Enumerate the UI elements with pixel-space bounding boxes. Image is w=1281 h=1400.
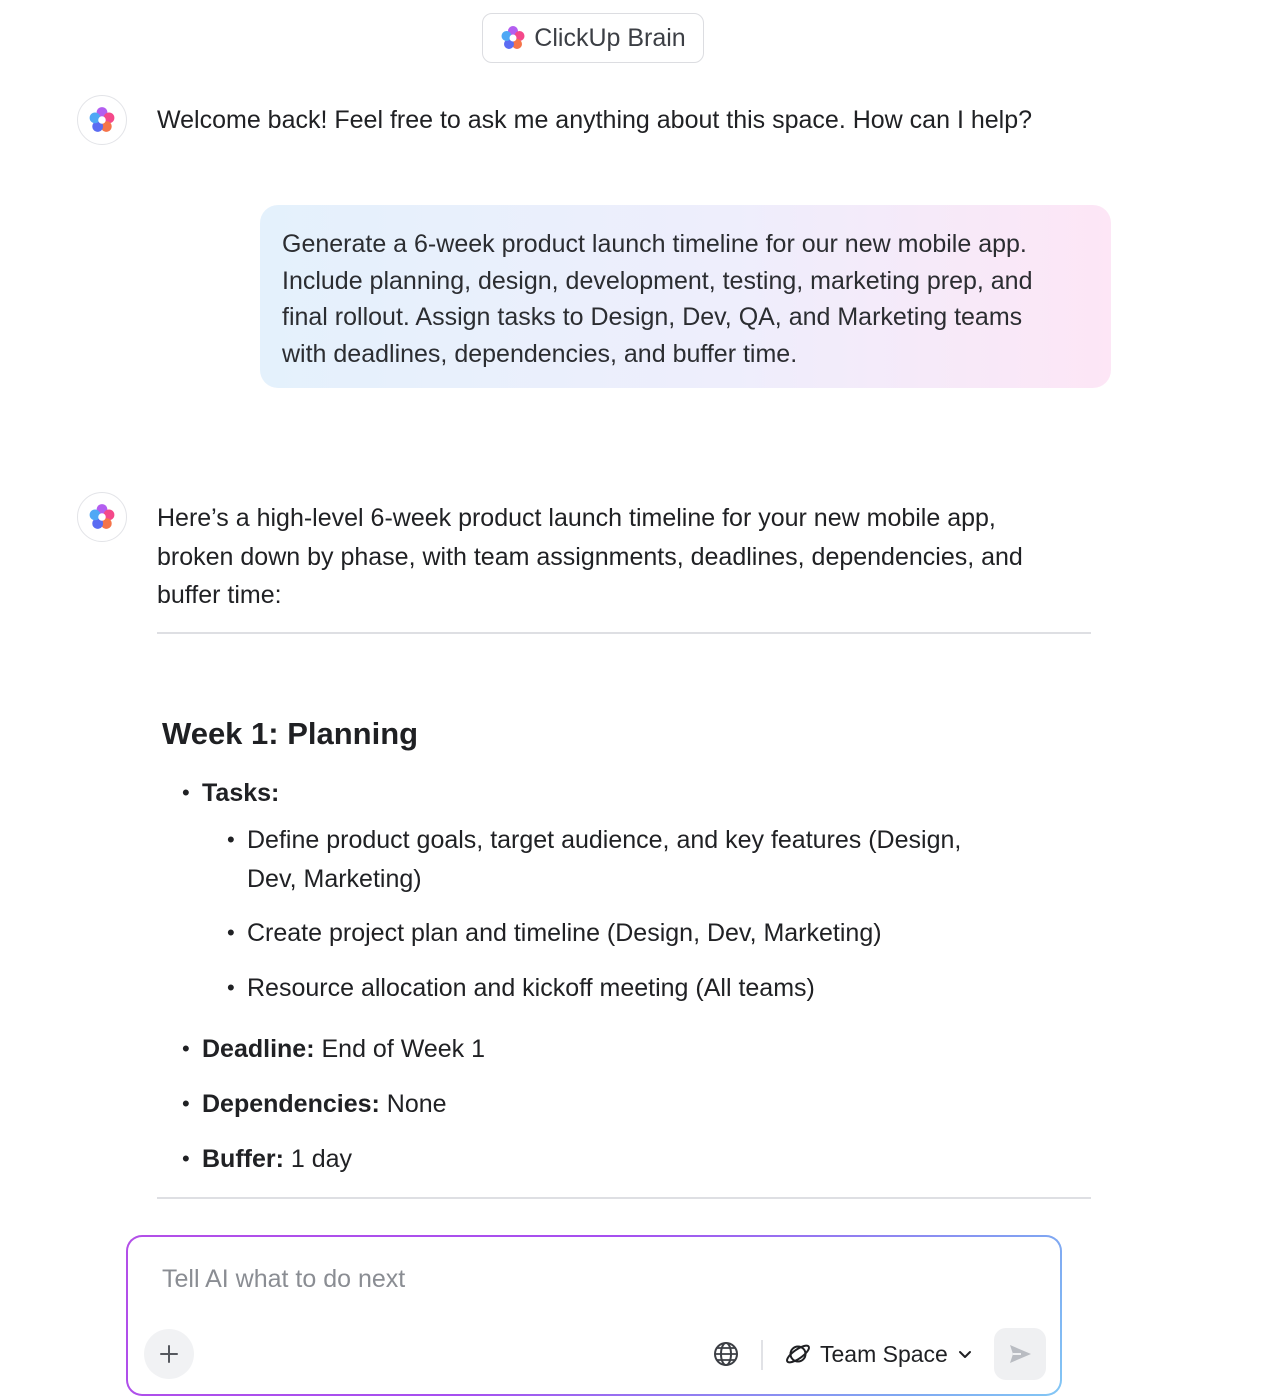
task-text: Dev, Marketing) [247,864,422,893]
response-intro [157,499,1023,615]
dependencies-item [182,1085,447,1124]
dependencies-value: None [386,1090,447,1118]
bullet: • [182,1091,190,1116]
chevron-down-icon [956,1345,974,1363]
buffer-value: 1 day [290,1145,353,1173]
tasks-list-item [182,774,280,813]
task-item [227,969,815,1008]
user-prompt-line: Generate a 6-week product launch timeline for our new mobile app. [282,230,1027,258]
deadline-label: Deadline: [202,1035,315,1063]
task-item [227,914,882,953]
toolbar-divider [761,1340,763,1370]
planet-icon [784,1340,812,1368]
prompt-input[interactable]: Tell AI what to do next [162,1265,406,1293]
welcome-message: Welcome back! Feel free to ask me anything about this space. How can I help? [157,106,1032,134]
bullet: • [227,827,235,852]
add-attachment-button[interactable] [144,1329,194,1379]
send-button[interactable] [994,1328,1046,1380]
bullet: • [227,920,235,945]
deadline-value: End of Week 1 [321,1035,486,1063]
buffer-item [182,1140,353,1179]
bullet: • [182,780,190,805]
ai-composer[interactable] [126,1235,1062,1396]
clickup-brain-logo-icon [88,503,116,531]
user-prompt-line: Include planning, design, development, testing, marketing prep, and [282,266,1033,295]
task-item [227,821,962,898]
buffer-label: Buffer: [202,1145,284,1173]
response-intro-line: Here’s a high-level 6-week product launch timeline for your new mobile app, [157,504,996,532]
globe-icon[interactable] [712,1340,740,1368]
clickup-brain-header[interactable] [482,13,704,63]
response-intro-line: broken down by phase, with team assignments, deadlines, dependencies, and [157,542,1023,571]
composer-body[interactable] [128,1237,1060,1394]
response-intro-line: buffer time: [157,581,282,609]
section-divider [157,632,1091,634]
task-text: Resource allocation and kickoff meeting (All teams) [247,974,815,1002]
bullet: • [182,1146,190,1171]
deadline-item [182,1030,486,1069]
ai-avatar [77,492,127,542]
send-icon [1007,1341,1033,1367]
scope-label: Team Space [820,1340,948,1367]
plus-icon [158,1343,180,1365]
user-prompt-line: with deadlines, dependencies, and buffer time. [282,340,798,369]
tasks-label: Tasks: [202,779,280,807]
clickup-brain-logo-icon [500,25,526,51]
task-text: Create project plan and timeline (Design, Dev, Marketing) [247,919,882,947]
header-title: ClickUp Brain [534,23,686,52]
user-prompt-bubble [260,205,1111,388]
section-divider [157,1197,1091,1199]
scope-selector[interactable] [784,1333,974,1375]
bullet: • [182,1036,190,1061]
user-prompt-line: final rollout. Assign tasks to Design, Dev, QA, and Marketing teams [282,303,1023,332]
task-text: Define product goals, target audience, and key features (Design, [247,826,962,854]
week1-heading: Week 1: Planning [162,716,419,751]
clickup-brain-logo-icon [88,106,116,134]
dependencies-label: Dependencies: [202,1090,380,1118]
ai-avatar [77,95,127,145]
bullet: • [227,975,235,1000]
